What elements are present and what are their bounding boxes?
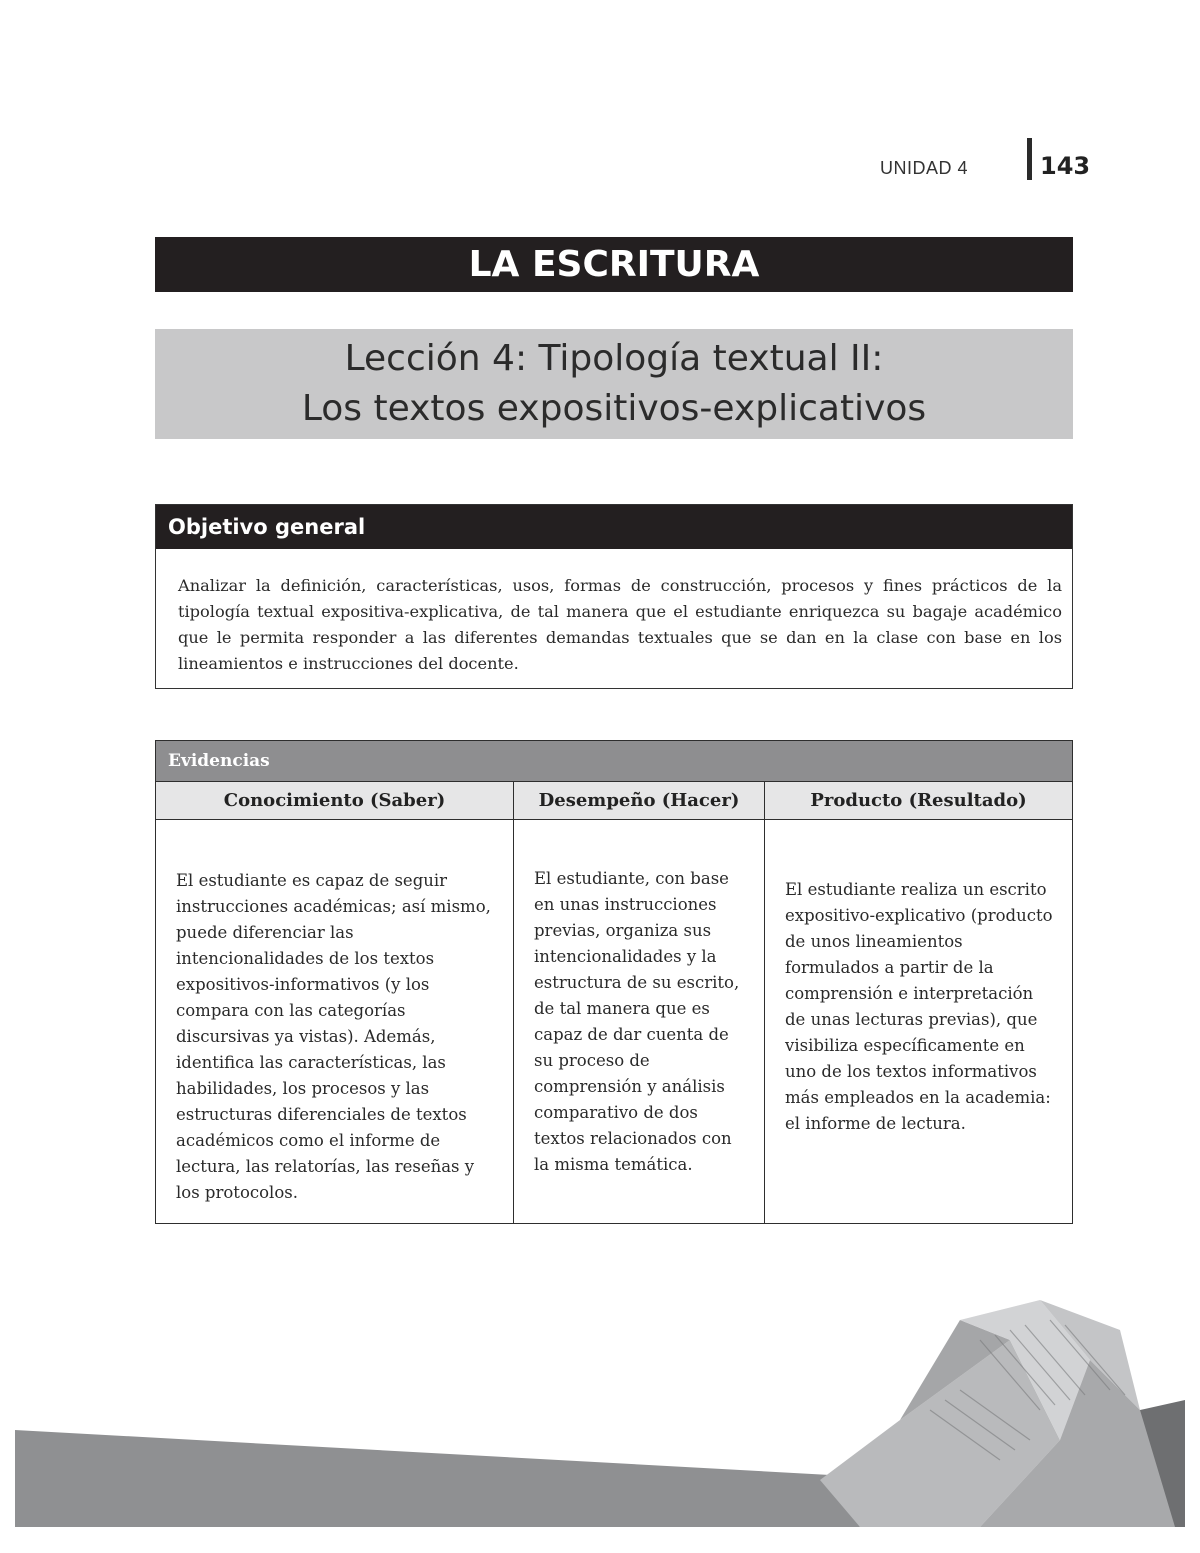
objective-heading: Objetivo general <box>156 505 1072 549</box>
cell-knowledge-text: El estudiante es capaz de seguir instrucciones académicas; así mismo, puede diferenciar las intencionalidades de los textos expositivos-informativos (y los compara con las categorías discursivas ya vistas). Además, identifica las características, las habilidades, los procesos y las estructuras diferenciales de textos académicos como el informe de lectura, las relatorías, las reseñas y los protocolos. <box>176 870 491 1202</box>
evidence-table <box>155 740 1073 1224</box>
cell-knowledge <box>156 820 514 1223</box>
section-title: LA ESCRITURA <box>468 244 760 285</box>
cell-product <box>765 820 1072 1223</box>
cell-performance-text: El estudiante, con base en unas instrucciones previas, organiza sus intencionalidades y la estructura de su escrito, de tal manera que es capaz de dar cuenta de su proceso de comprensión y análisis comparativo de dos textos relacionados con la misma temática. <box>534 868 740 1174</box>
header-divider <box>1027 138 1032 180</box>
unit-label: UNIDAD 4 <box>880 158 969 178</box>
evidence-row <box>156 820 1072 1223</box>
section-banner <box>155 237 1073 292</box>
column-header-knowledge: Conocimiento (Saber) <box>156 782 514 819</box>
evidence-heading: Evidencias <box>156 741 1072 782</box>
lesson-title-box <box>155 329 1073 439</box>
column-header-performance: Desempeño (Hacer) <box>514 782 765 819</box>
cell-product-text: El estudiante realiza un escrito expositivo-explicativo (producto de unos lineamientos formulados a partir de la comprensión e interpretación de unas lecturas previas), que visibiliza específicamente en uno de los textos informativos más empleados en la academia: el informe de lectura. <box>785 879 1053 1133</box>
page-number: 143 <box>1040 152 1091 180</box>
evidence-column-headers <box>156 782 1072 820</box>
lesson-title-line1: Lección 4: Tipología textual II: <box>344 338 884 379</box>
objective-box <box>155 504 1073 689</box>
cell-performance <box>514 820 765 1223</box>
lesson-title-line2: Los textos expositivos-explicativos <box>301 388 927 429</box>
open-book-decoration <box>0 1300 1200 1553</box>
column-header-product: Producto (Resultado) <box>810 790 1027 811</box>
objective-text: Analizar la definición, características, usos, formas de construcción, procesos y fines prácticos de la tipología textual expositiva-explicativa, de tal manera que el estudiante enriquezca su bagaje académico que le permita responder a las diferentes demandas textuales que se dan en la clase con base en los lineamientos e instrucciones del docente. <box>178 576 1062 673</box>
